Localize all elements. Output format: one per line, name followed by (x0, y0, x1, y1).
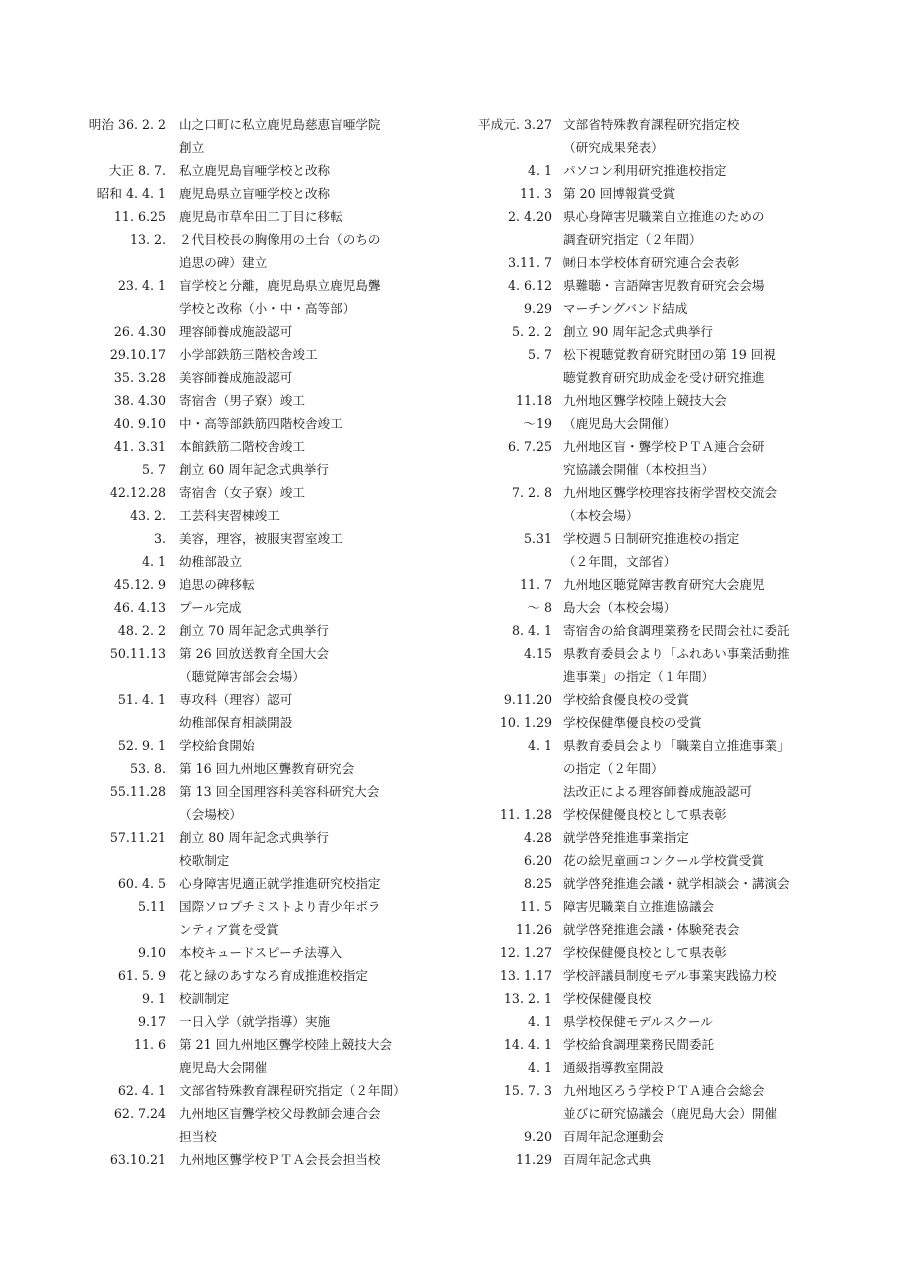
timeline-date: 43. 2. (129, 508, 166, 523)
timeline-event: の指定（２年間） (563, 761, 664, 776)
timeline-row (465, 320, 860, 343)
timeline-event: 学校給食優良校の受賞 (563, 692, 689, 707)
timeline-event: 学校給食開始 (179, 738, 255, 753)
timeline-date: 52. 9. 1 (117, 738, 166, 753)
timeline-date: 9. 1 (141, 991, 166, 1006)
timeline-event: 理容師養成施設認可 (179, 324, 293, 339)
timeline-date: 7. 2. 8 (511, 485, 552, 500)
timeline-row (82, 1033, 447, 1056)
timeline-row (465, 895, 860, 918)
timeline-date (465, 550, 552, 573)
timeline-row (82, 504, 447, 527)
timeline-event: 創立 80 周年記念式典挙行 (179, 830, 329, 845)
timeline-event: 就学啓発推進会議・体験発表会 (563, 922, 740, 937)
timeline-date: 9.20 (523, 1129, 552, 1144)
timeline-date: 62. 4. 1 (117, 1083, 166, 1098)
timeline-event: 追思の碑）建立 (179, 255, 268, 270)
timeline-date: 45.12. 9 (113, 577, 166, 592)
timeline-date (82, 1125, 166, 1148)
timeline-date: 9.11.20 (503, 692, 552, 707)
timeline-date: 46. 4.13 (113, 600, 166, 615)
timeline-event: 県心身障害児職業自立推進のための (563, 209, 765, 224)
timeline-row (465, 481, 860, 504)
timeline-date (82, 665, 166, 688)
timeline-event: 並びに研究協議会（鹿児島大会）開催 (563, 1106, 778, 1121)
timeline-date: 3. (153, 531, 166, 546)
timeline-event: 学校評議員制度モデル事業実践協力校 (563, 968, 777, 983)
timeline-event: 就学啓発推進事業指定 (563, 830, 689, 845)
timeline-event: （２年間，文部省） (563, 554, 677, 569)
timeline-event: 百周年記念式典 (563, 1152, 652, 1167)
timeline-date: 14. 4. 1 (503, 1037, 552, 1052)
timeline-row (82, 1010, 447, 1033)
timeline-row (82, 113, 447, 136)
timeline-event: 第 20 回博報賞受賞 (563, 186, 676, 201)
timeline-row (465, 1125, 860, 1148)
timeline-row (82, 550, 447, 573)
timeline-date: 48. 2. 2 (117, 623, 166, 638)
timeline-row (465, 458, 860, 481)
timeline-date: 昭和 4. 4. 1 (96, 186, 166, 201)
timeline-event: 心身障害児適正就学推進研究校指定 (179, 876, 381, 891)
timeline-row (465, 113, 860, 136)
timeline-event: 鹿児島大会開催 (179, 1060, 268, 1075)
timeline-event: 学校週５日制研究推進校の指定 (563, 531, 740, 546)
timeline-date: 4.28 (523, 830, 552, 845)
timeline-row (465, 964, 860, 987)
timeline-row (465, 251, 860, 274)
timeline-event: 九州地区聾学校陸上競技大会 (563, 393, 727, 408)
timeline-event: 追思の碑移転 (179, 577, 255, 592)
timeline-date: 6. 7.25 (507, 439, 552, 454)
timeline-date: 57.11.21 (109, 830, 166, 845)
timeline-row (82, 573, 447, 596)
timeline-date: 4.15 (523, 646, 552, 661)
timeline-date: 明治 36. 2. 2 (88, 117, 166, 132)
timeline-row (465, 642, 860, 665)
timeline-row (465, 803, 860, 826)
timeline-row (82, 343, 447, 366)
timeline-event: 学校保健優良校として県表彰 (563, 945, 727, 960)
timeline-event: 担当校 (179, 1129, 217, 1144)
timeline-event: 就学啓発推進会議・就学相談会・講演会 (563, 876, 790, 891)
timeline-row (465, 274, 860, 297)
timeline-date: 53. 8. (129, 761, 166, 776)
timeline-row (82, 481, 447, 504)
timeline-event: （本校会場） (563, 508, 639, 523)
timeline-date: 11. 7 (519, 577, 552, 592)
timeline-row (82, 987, 447, 1010)
timeline-event: 障害児職業自立推進協議会 (563, 899, 715, 914)
timeline-date (82, 1056, 166, 1079)
timeline-event: 県難聴・言語障害児教育研究会会場 (563, 278, 765, 293)
timeline-event: 九州地区聾学校理容技術学習校交流会 (563, 485, 778, 500)
timeline-event: プール完成 (179, 600, 242, 615)
timeline-event: 幼稚部保育相談開設 (179, 715, 293, 730)
timeline-event: 学校保健優良校として県表彰 (563, 807, 727, 822)
timeline-row (82, 274, 447, 297)
timeline-date (82, 711, 166, 734)
timeline-date: 3.11. 7 (507, 255, 552, 270)
timeline-date (82, 918, 166, 941)
timeline-date: 5.31 (523, 531, 552, 546)
timeline-event: 花の絵児童画コンクール学校賞受賞 (563, 853, 764, 868)
timeline-date (465, 780, 552, 803)
timeline-date: 23. 4. 1 (117, 278, 166, 293)
timeline-row (465, 619, 860, 642)
timeline-column-right (465, 113, 860, 1171)
timeline-date: ～19 (523, 416, 552, 431)
timeline-date (465, 1102, 552, 1125)
timeline-date: 38. 4.30 (113, 393, 166, 408)
timeline-row (465, 596, 860, 619)
timeline-row (82, 596, 447, 619)
timeline-date: 13. 2. 1 (503, 991, 552, 1006)
timeline-date (82, 849, 166, 872)
timeline-date (465, 136, 552, 159)
timeline-event: 山之口町に私立鹿児島慈恵盲唖学院 (179, 117, 381, 132)
timeline-event: 校訓制定 (179, 991, 230, 1006)
timeline-event: （会場校） (179, 807, 242, 822)
timeline-event: 第 21 回九州地区聾学校陸上競技大会 (179, 1037, 392, 1052)
timeline-event: ㈶日本学校体育研究連合会表彰 (563, 255, 740, 270)
timeline-event: 九州地区盲聾学校父母教師会連合会 (179, 1106, 381, 1121)
timeline-row (82, 688, 447, 711)
timeline-row (465, 1056, 860, 1079)
timeline-row (82, 780, 447, 803)
timeline-row (465, 527, 860, 550)
timeline-event: 法改正による理容師養成施設認可 (563, 784, 752, 799)
timeline-event: 松下視聴覚教育研究財団の第 19 回視 (563, 347, 776, 362)
timeline-row (82, 1148, 447, 1171)
timeline-date: 60. 4. 5 (117, 876, 166, 891)
timeline-row (465, 987, 860, 1010)
timeline-event: 盲学校と分離，鹿児島県立鹿児島聾 (179, 278, 381, 293)
timeline-event: 聴覚教育研究助成金を受け研究推進 (563, 370, 765, 385)
timeline-date: 11. 6 (133, 1037, 166, 1052)
timeline-row (465, 941, 860, 964)
timeline-date: 61. 5. 9 (117, 968, 166, 983)
timeline-date: 11.18 (515, 393, 552, 408)
timeline-event: 九州地区聾学校ＰＴＡ会長会担当校 (179, 1152, 381, 1167)
timeline-row (465, 872, 860, 895)
timeline-event: 九州地区聴覚障害教育研究大会鹿児 (563, 577, 765, 592)
timeline-row (82, 941, 447, 964)
timeline-row (465, 435, 860, 458)
timeline-date: 11. 3 (519, 186, 552, 201)
timeline-event: 一日入学（就学指導）実施 (179, 1014, 331, 1029)
timeline-event: 専攻科（理容）認可 (179, 692, 293, 707)
timeline-event: （研究成果発表） (563, 140, 664, 155)
timeline-date: 2. 4.20 (507, 209, 552, 224)
timeline-event: 百周年記念運動会 (563, 1129, 664, 1144)
timeline-row (465, 159, 860, 182)
timeline-row (82, 642, 447, 665)
timeline-date: 5.11 (137, 899, 166, 914)
timeline-event: ２代目校長の胸像用の土台（のちの (179, 232, 381, 247)
timeline-date: ～ 8 (527, 600, 552, 615)
timeline-event: 文部省特殊教育課程研究指定校 (563, 117, 740, 132)
timeline-date (82, 803, 166, 826)
timeline-event: 文部省特殊教育課程研究指定（２年間） (179, 1083, 406, 1098)
timeline-row (82, 205, 447, 228)
timeline-date (465, 366, 552, 389)
timeline-date: 12. 1.27 (499, 945, 552, 960)
timeline-event: 幼稚部設立 (179, 554, 242, 569)
timeline-row (465, 734, 860, 757)
timeline-row (82, 872, 447, 895)
timeline-row (465, 918, 860, 941)
timeline-event: 創立 70 周年記念式典挙行 (179, 623, 329, 638)
timeline-event: 寄宿舎（女子寮）竣工 (179, 485, 305, 500)
timeline-date: 41. 3.31 (113, 439, 166, 454)
timeline-row (465, 343, 860, 366)
timeline-date: 63.10.21 (109, 1152, 166, 1167)
timeline-row (465, 573, 860, 596)
timeline-event: 第 16 回九州地区聾教育研究会 (179, 761, 355, 776)
timeline-date (82, 136, 166, 159)
timeline-row (82, 435, 447, 458)
timeline-date: 40. 9.10 (113, 416, 166, 431)
timeline-event: 美容，理容，被服実習室竣工 (179, 531, 343, 546)
timeline-event: 創立 90 周年記念式典挙行 (563, 324, 713, 339)
timeline-row (465, 1033, 860, 1056)
timeline-event: 寄宿舎の給食調理業務を民間会社に委託 (563, 623, 790, 638)
timeline-event: （聴覚障害部会会場） (179, 669, 305, 684)
timeline-date: 62. 7.24 (113, 1106, 166, 1121)
timeline-event: 花と緑のあすなろ育成推進校指定 (179, 968, 368, 983)
timeline-date: 大正 8. 7. (108, 163, 166, 178)
timeline-date: 35. 3.28 (113, 370, 166, 385)
timeline-date: 6.20 (523, 853, 552, 868)
timeline-row (465, 711, 860, 734)
timeline-row (82, 895, 447, 918)
timeline-event: 県学校保健モデルスクール (563, 1014, 713, 1029)
timeline-event: 本館鉄筋二階校舎竣工 (179, 439, 305, 454)
timeline-row (465, 849, 860, 872)
timeline-date: 9.17 (137, 1014, 166, 1029)
timeline-row (82, 734, 447, 757)
timeline-date: 13. 2. (129, 232, 166, 247)
timeline-event: パソコン利用研究推進校指定 (563, 163, 727, 178)
timeline-event: 学校給食調理業務民間委託 (563, 1037, 715, 1052)
timeline-date: 26. 4.30 (113, 324, 166, 339)
timeline-row (465, 1079, 860, 1102)
timeline-event: 私立鹿児島盲唖学校と改称 (179, 163, 331, 178)
timeline-row (465, 1102, 860, 1125)
timeline-row (465, 1010, 860, 1033)
timeline-row (82, 964, 447, 987)
timeline-event: 工芸科実習棟竣工 (179, 508, 280, 523)
timeline-event: 創立 (179, 140, 205, 155)
timeline-event: 国際ソロプチミストより青少年ボラ (179, 899, 381, 914)
timeline-event: 県教育委員会より「ふれあい事業活動推 (563, 646, 790, 661)
timeline-event: ンティア賞を受賞 (179, 922, 279, 937)
timeline-row (465, 504, 860, 527)
timeline-date: 11. 5 (519, 899, 552, 914)
timeline-date: 11.26 (515, 922, 552, 937)
timeline-event: 創立 60 周年記念式典挙行 (179, 462, 329, 477)
timeline-event: 中・高等部鉄筋四階校舎竣工 (179, 416, 343, 431)
timeline-date (465, 757, 552, 780)
timeline-row (82, 527, 447, 550)
timeline-row (82, 251, 447, 274)
timeline-row (465, 136, 860, 159)
timeline-event: 通級指導教室開設 (563, 1060, 664, 1075)
timeline-row (82, 136, 447, 159)
timeline-event: 寄宿舎（男子寮）竣工 (179, 393, 305, 408)
timeline-row (82, 1102, 447, 1125)
timeline-row (82, 849, 447, 872)
timeline-date: 29.10.17 (109, 347, 166, 362)
timeline-row (82, 412, 447, 435)
timeline-event: 鹿児島市草牟田二丁目に移転 (179, 209, 343, 224)
timeline-date: 5. 2. 2 (511, 324, 552, 339)
timeline-row (82, 1056, 447, 1079)
timeline-date: 9.29 (523, 301, 552, 316)
timeline-date (465, 504, 552, 527)
timeline-event: 進事業」の指定（１年間） (563, 669, 715, 684)
timeline-row (82, 711, 447, 734)
timeline-row (82, 458, 447, 481)
timeline-date (465, 665, 552, 688)
timeline-row (82, 1079, 447, 1102)
timeline-row (82, 757, 447, 780)
timeline-date (82, 297, 166, 320)
timeline-row (82, 918, 447, 941)
timeline-date: 8. 4. 1 (511, 623, 552, 638)
timeline-row (465, 182, 860, 205)
timeline-event: 第 26 回放送教育全国大会 (179, 646, 329, 661)
timeline-date (465, 458, 552, 481)
timeline-event: 島大会（本校会場） (563, 600, 677, 615)
timeline-event: 第 13 回全国理容科美容科研究大会 (179, 784, 380, 799)
timeline-date: 15. 7. 3 (503, 1083, 552, 1098)
timeline-row (82, 803, 447, 826)
timeline-event: 小学部鉄筋三階校舎竣工 (179, 347, 318, 362)
timeline-event: 究協議会開催（本校担当） (563, 462, 715, 477)
timeline-date: 50.11.13 (109, 646, 166, 661)
timeline-date (465, 228, 552, 251)
timeline-row (82, 159, 447, 182)
timeline-row (465, 826, 860, 849)
timeline-event: 調査研究指定（２年間） (563, 232, 702, 247)
timeline-row (465, 665, 860, 688)
timeline-row (465, 228, 860, 251)
timeline-event: 県教育委員会より「職業自立推進事業」 (563, 738, 790, 753)
timeline-column-left (82, 113, 447, 1171)
timeline-event: 九州地区盲・聾学校ＰＴＡ連合会研 (563, 439, 765, 454)
timeline-row (465, 412, 860, 435)
timeline-date: 4. 6.12 (507, 278, 552, 293)
timeline-row (82, 665, 447, 688)
timeline-date: 11. 1.28 (499, 807, 552, 822)
timeline-row (465, 688, 860, 711)
timeline-event: 美容師養成施設認可 (179, 370, 293, 385)
timeline-date: 11. 6.25 (113, 209, 166, 224)
timeline-date: 51. 4. 1 (117, 692, 166, 707)
timeline-date: 55.11.28 (109, 784, 166, 799)
timeline-date: 8.25 (523, 876, 552, 891)
timeline-event: 学校と改称（小・中・高等部） (179, 301, 356, 316)
timeline-date: 4. 1 (141, 554, 166, 569)
timeline-row (465, 389, 860, 412)
timeline-row (82, 182, 447, 205)
timeline-date: 42.12.28 (109, 485, 166, 500)
timeline-row (82, 366, 447, 389)
timeline-row (82, 320, 447, 343)
timeline-row (82, 619, 447, 642)
timeline-event: 学校保健優良校 (563, 991, 652, 1006)
timeline-row (465, 1148, 860, 1171)
timeline-date: 5. 7 (141, 462, 166, 477)
timeline-event: （鹿児島大会開催） (563, 416, 677, 431)
timeline-date: 4. 1 (527, 163, 552, 178)
timeline-date: 9.10 (137, 945, 166, 960)
timeline-row (82, 297, 447, 320)
timeline-event: 鹿児島県立盲唖学校と改称 (179, 186, 331, 201)
timeline-event: 本校キュードスピーチ法導入 (179, 945, 343, 960)
timeline-date: 4. 1 (527, 738, 552, 753)
timeline-date: 10. 1.29 (499, 715, 552, 730)
timeline-date: 5. 7 (527, 347, 552, 362)
timeline-date: 平成元. 3.27 (478, 117, 552, 132)
timeline-row (465, 550, 860, 573)
timeline-row (82, 389, 447, 412)
timeline-row (82, 826, 447, 849)
timeline-row (465, 297, 860, 320)
timeline-row (82, 1125, 447, 1148)
timeline-row (465, 366, 860, 389)
timeline-row (82, 228, 447, 251)
timeline-date (82, 251, 166, 274)
timeline-row (465, 205, 860, 228)
timeline-date: 11.29 (515, 1152, 552, 1167)
timeline-date: 13. 1.17 (499, 968, 552, 983)
timeline-date: 4. 1 (527, 1014, 552, 1029)
timeline-event: 校歌制定 (179, 853, 230, 868)
timeline-event: マーチングバンド結成 (563, 301, 688, 316)
timeline-event: 学校保健準優良校の受賞 (563, 715, 702, 730)
timeline-row (465, 757, 860, 780)
timeline-row (465, 780, 860, 803)
timeline-date: 4. 1 (527, 1060, 552, 1075)
timeline-event: 九州地区ろう学校ＰＴＡ連合会総会 (563, 1083, 765, 1098)
